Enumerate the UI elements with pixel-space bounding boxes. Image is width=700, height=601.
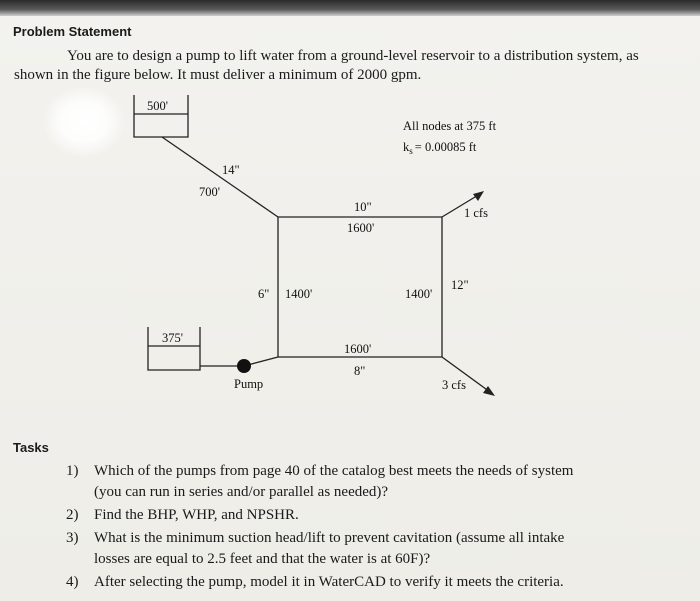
problem-line-1: You are to design a pump to lift water from a ground-level reservoir to a distribution system, as	[67, 48, 639, 64]
arrowhead-top	[473, 191, 484, 201]
task-item-3: 3) What is the minimum suction head/lift to prevent cavitation (assume all intake losses are equal to 2.5 feet and that the water is at 60F)?	[66, 530, 565, 567]
problem-line-2: shown in the figure below. It must deliver a minimum of 2000 gpm.	[14, 67, 422, 83]
demand-bottom-label: 3 cfs	[442, 378, 466, 392]
pipe-diagonal-14in	[162, 137, 278, 217]
pipe-right-diameter: 12"	[451, 278, 469, 292]
pipe-top-length: 1600'	[347, 221, 375, 235]
pipe-diagonal-length: 700'	[199, 185, 221, 199]
upper-reservoir-label: 500'	[147, 99, 169, 113]
demand-top-label: 1 cfs	[464, 206, 488, 220]
roughness-note: $k_s = 0.00085$ ft	[403, 140, 477, 156]
pipe-diagonal-diameter: 14"	[222, 163, 240, 177]
pipe-top-diameter: 10"	[354, 200, 372, 214]
pipe-left-length: 1400'	[285, 287, 313, 301]
task-item-2: 2) Find the BHP, WHP, and NPSHR.	[66, 507, 299, 523]
task-list	[66, 461, 573, 595]
problem-statement-heading: Problem Statement	[13, 24, 132, 39]
lower-reservoir-label: 375'	[162, 331, 184, 345]
pipe-bottom-diameter: 8"	[354, 364, 366, 378]
nodes-elevation-note: All nodes at 375 ft	[403, 119, 497, 133]
tasks-heading: Tasks	[13, 440, 49, 455]
pump-label: Pump	[234, 377, 264, 391]
pump-symbol	[237, 359, 251, 373]
pipe-left-diameter: 6"	[258, 287, 270, 301]
task-item-1: 1) Which of the pumps from page 40 of the catalog best meets the needs of system (you can run in series and/or parallel as needed)?	[66, 463, 574, 500]
task-item-4: 4) After selecting the pump, model it in WaterCAD to verify it meets the criteria.	[66, 574, 564, 590]
light-glare	[42, 86, 126, 158]
pipe-bottom-length: 1600'	[344, 342, 372, 356]
pipe-right-length: 1400'	[405, 287, 433, 301]
